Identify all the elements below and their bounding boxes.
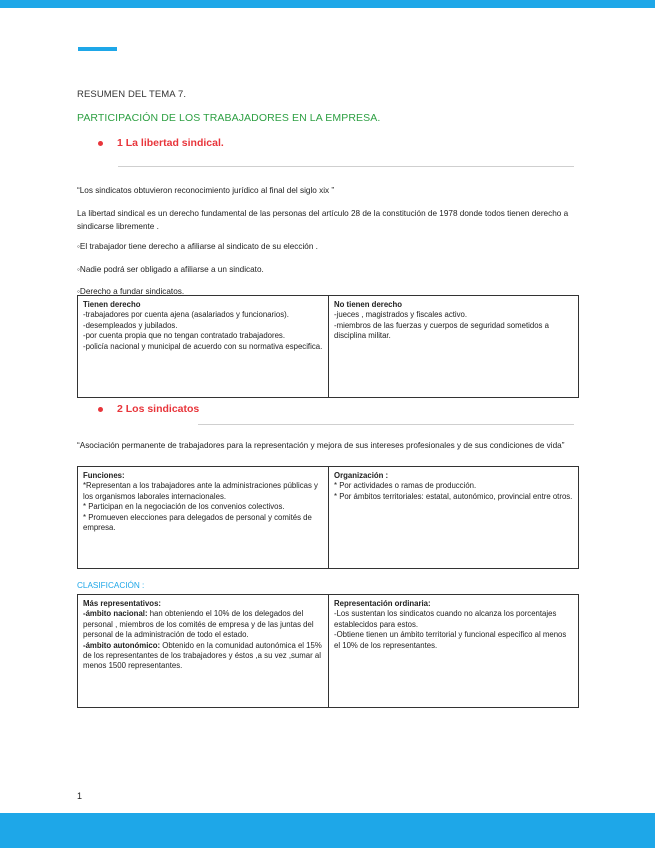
rights-table-left-cell — [78, 296, 329, 398]
cell-line: * Promueven elecciones para delegados de personal y comités de empresa. — [83, 512, 312, 533]
cell-line: * Por actividades o ramas de producción. — [334, 481, 477, 491]
document-subtitle: PARTICIPACIÓN DE LOS TRABAJADORES EN LA EMPRESA. — [77, 112, 381, 124]
document-title: RESUMEN DEL TEMA 7. — [77, 89, 187, 100]
list-item: ◦Derecho a fundar sindicatos. — [77, 287, 185, 296]
classification-table-right-cell — [329, 595, 579, 708]
cell-line: -Los sustentan los sindicatos cuando no alcanza los porcentajes establecidos para estos. — [334, 609, 557, 629]
cell-header: Tienen derecho — [83, 300, 141, 309]
classification-table-left-cell — [78, 595, 329, 708]
cell-header: Más representativos: — [83, 599, 161, 608]
section-divider — [198, 424, 574, 425]
classification-label: CLASIFICACIÓN : — [77, 581, 145, 590]
rights-table-right-cell — [329, 296, 579, 398]
item-label: -ámbito autonómico: — [83, 640, 161, 650]
item-text: Obtenido en la comunidad autonómica el 15% de los representantes de los trabajadores y éstos ,a su vez ,sumar al menos 1500 representantes. — [83, 640, 322, 671]
list-item: ◦Nadie podrá ser obligado a afiliarse a un sindicato. — [77, 265, 264, 274]
rights-table — [77, 295, 579, 398]
cell-header: Organización : — [334, 471, 389, 480]
item-label: -ámbito nacional: — [83, 609, 148, 619]
functions-table — [77, 466, 579, 569]
functions-table-right-cell — [329, 467, 579, 569]
bullet-dot-icon — [98, 407, 103, 412]
section-heading-text: 2 Los sindicatos — [117, 403, 200, 415]
cell-line: -Obtiene tienen un ámbito territorial y funcional especifico al menos el 10% de los representantes. — [334, 630, 567, 650]
section-divider — [118, 166, 574, 167]
functions-table-left-cell — [78, 467, 329, 569]
page-number: 1 — [77, 791, 83, 801]
cell-line — [83, 609, 323, 640]
cell-line: -trabajadores por cuenta ajena (asalariados y funcionarios). — [83, 310, 289, 320]
cell-line: * Participan en la negociación de los convenios colectivos. — [83, 502, 285, 512]
cell-header: Funciones: — [83, 471, 125, 480]
accent-bar — [78, 47, 117, 51]
bullet-dot-icon — [98, 141, 103, 146]
item-text: han obteniendo el 10% de los delegados del personal , miembros de los comités de empresa y de las juntas del personal de la administración de todo el estado. — [83, 609, 314, 640]
cell-header: No tienen derecho — [334, 300, 403, 309]
cell-line: -miembros de las fuerzas y cuerpos de seguridad sometidos a disciplina militar. — [334, 320, 549, 341]
cell-line: -jueces , magistrados y fiscales activo. — [334, 310, 468, 320]
cell-line: * Por ámbitos territoriales: estatal, autonómico, provincial entre otros. — [334, 491, 573, 501]
section-heading-libertad-sindical — [98, 137, 224, 149]
cell-line — [83, 641, 323, 672]
top-color-band — [0, 0, 655, 8]
bottom-color-band — [0, 813, 655, 848]
intro-paragraph: La libertad sindical es un derecho fundamental de las personas del artículo 28 de la constitución de 1978 donde todos tienen derecho a sindicarse libremente . — [77, 209, 569, 231]
section-heading-sindicatos — [98, 403, 199, 415]
section-heading-text: 1 La libertad sindical. — [117, 137, 224, 149]
cell-line: -desempleados y jubilados. — [83, 320, 178, 330]
classification-table — [77, 594, 579, 708]
cell-line: *Representan a los trabajadores ante la administraciones públicas y los organismos laborales internacionales. — [83, 481, 318, 501]
quote-paragraph: “Los sindicatos obtuvieron reconocimiento jurídico al final del siglo xix ” — [77, 186, 335, 195]
cell-header: Representación ordinaria: — [334, 599, 431, 608]
quote-paragraph: “Asociación permanente de trabajadores para la representación y mejora de sus intereses profesionales y de sus condiciones de vida” — [77, 441, 565, 450]
cell-line: -policía nacional y municipal de acuerdo con su normativa especifica. — [83, 341, 323, 351]
cell-line: -por cuenta propia que no tengan contratado trabajadores. — [83, 331, 285, 341]
list-item: ◦El trabajador tiene derecho a afiliarse al sindicato de su elección . — [77, 242, 318, 251]
